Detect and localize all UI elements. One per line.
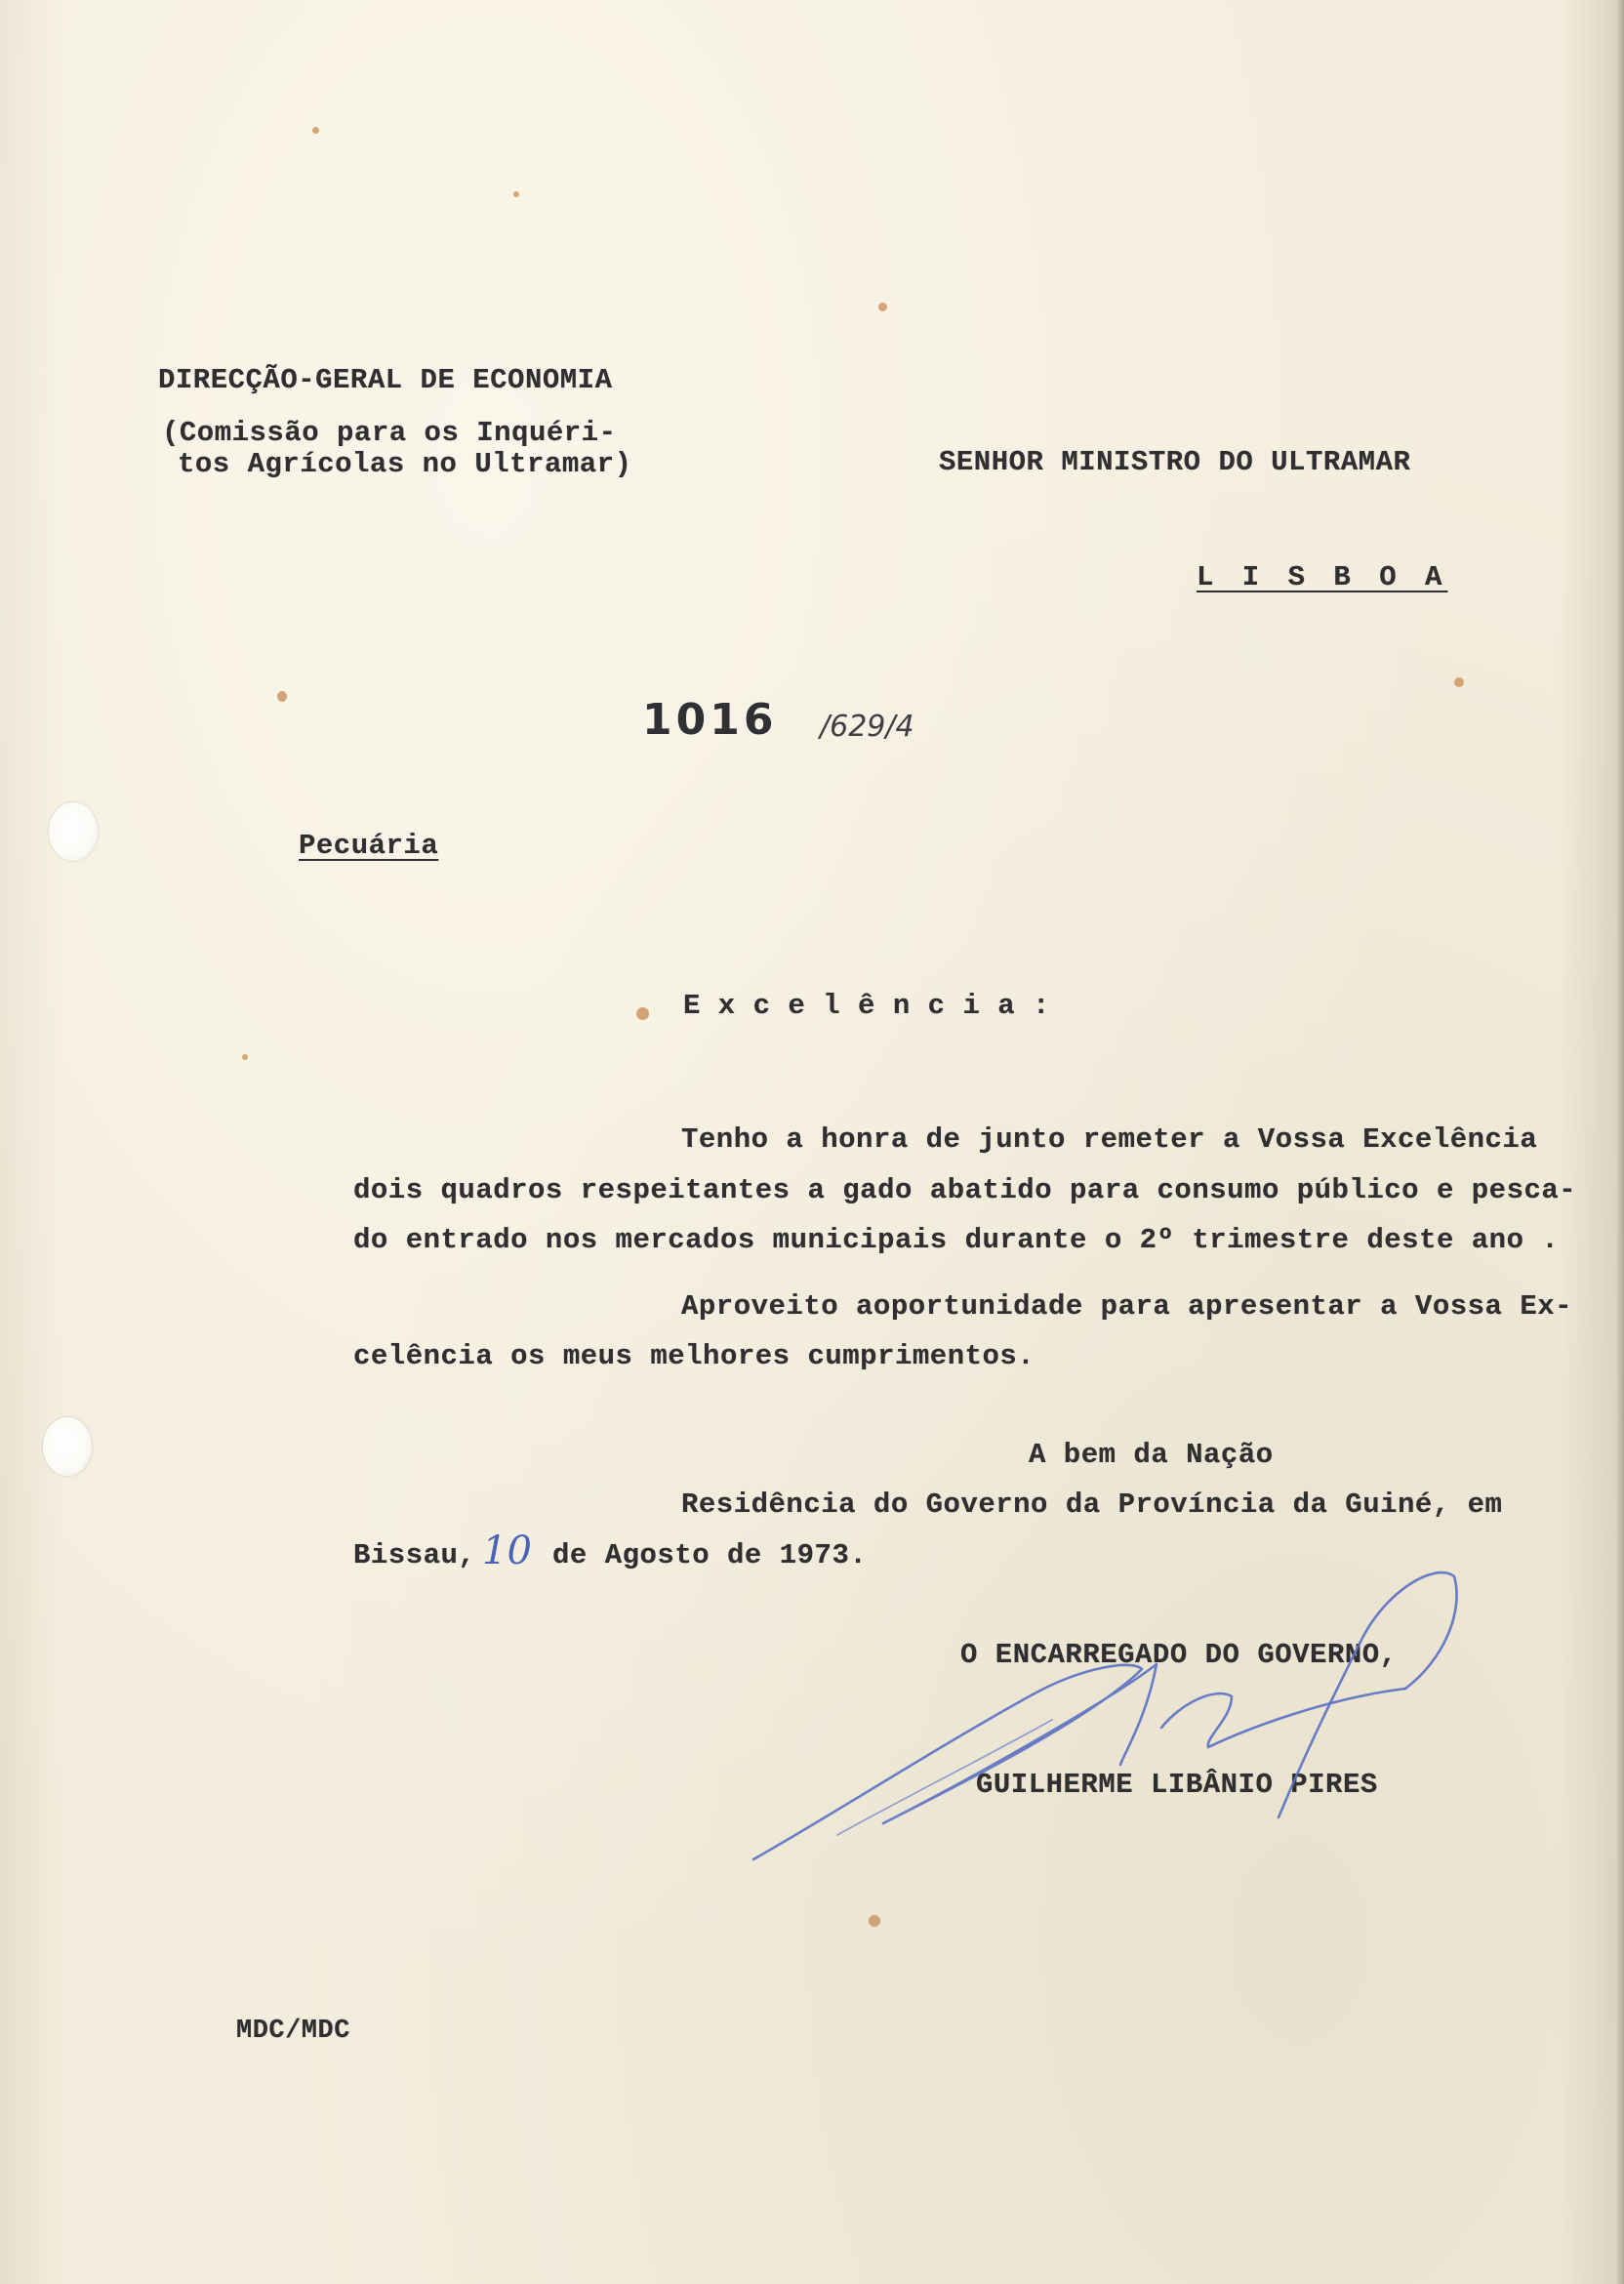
foxing-spot bbox=[869, 1915, 880, 1927]
recipient-city: L I S B O A bbox=[1197, 561, 1448, 593]
body-paragraph1-line2: dois quadros respeitantes a gado abatido para consumo público e pesca- bbox=[353, 1174, 1577, 1206]
body-paragraph1-line1: Tenho a honra de junto remeter a Vossa Excelência bbox=[681, 1123, 1538, 1156]
letterhead-commission-line2: tos Agrícolas no Ultramar) bbox=[178, 448, 632, 480]
subject-heading: Pecuária bbox=[299, 830, 439, 862]
closing-motto: A bem da Nação bbox=[1029, 1439, 1274, 1471]
foxing-spot bbox=[636, 1007, 649, 1020]
foxing-spot bbox=[1454, 677, 1464, 687]
foxing-spot bbox=[277, 691, 287, 702]
salutation: E x c e l ê n c i a : bbox=[683, 990, 1050, 1022]
body-paragraph2-line1: Aproveito aoportunidade para apresentar a Vossa Ex- bbox=[681, 1290, 1573, 1323]
punch-hole-top bbox=[49, 802, 98, 861]
recipient-addressee: SENHOR MINISTRO DO ULTRAMAR bbox=[939, 446, 1411, 478]
foxing-spot bbox=[242, 1054, 248, 1060]
handwritten-day: 10 bbox=[482, 1529, 532, 1573]
foxing-spot bbox=[513, 191, 519, 197]
letterhead-commission-line1: (Comissão para os Inquéri- bbox=[162, 417, 617, 449]
body-paragraph2-line2: celência os meus melhores cumprimentos. bbox=[353, 1340, 1035, 1372]
typist-initials: MDC/MDC bbox=[236, 2017, 350, 2046]
closing-place-suffix: de Agosto de 1973. bbox=[552, 1539, 868, 1571]
closing-place-prefix: Bissau, bbox=[353, 1539, 476, 1571]
signatory-title: O ENCARREGADO DO GOVERNO, bbox=[960, 1639, 1398, 1671]
signatory-name: GUILHERME LIBÂNIO PIRES bbox=[976, 1769, 1378, 1801]
foxing-spot bbox=[878, 303, 887, 311]
foxing-spot bbox=[312, 127, 319, 134]
punch-hole-bottom bbox=[43, 1417, 92, 1476]
closing-place-line1: Residência do Governo da Província da Guiné, em bbox=[681, 1489, 1503, 1521]
letterhead-department: DIRECÇÃO-GERAL DE ECONOMIA bbox=[158, 364, 613, 396]
reference-file-number: /629/4 bbox=[820, 710, 914, 744]
paper-edge-shadow bbox=[1616, 0, 1624, 2284]
body-paragraph1-line3: do entrado nos mercados municipais durante o 2º trimestre deste ano . bbox=[353, 1224, 1560, 1256]
reference-stamp-number: 1016 bbox=[642, 695, 778, 745]
